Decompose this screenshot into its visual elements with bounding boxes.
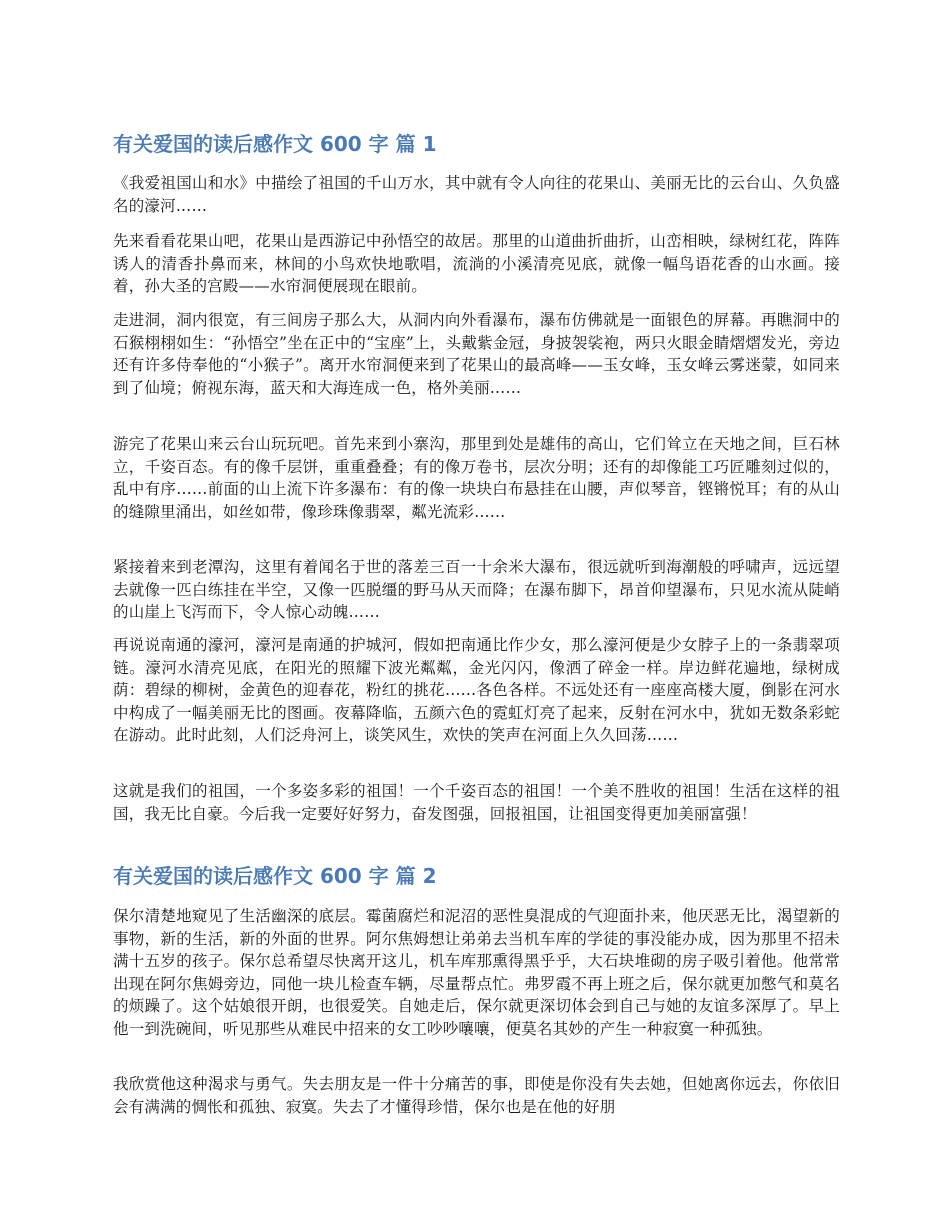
paragraph: 《我爱祖国山和水》中描绘了祖国的千山万水，其中就有令人向往的花果山、美丽无比的云台山、久负盛名的濠河…… — [113, 174, 840, 215]
paragraph: 紧接着来到老潭沟，这里有着闻名于世的落差三百一十余米大瀑布，很远就听到海潮般的呼啸声，远远望去就像一匹白练挂在半空，又像一匹脱缰的野马从天而降；在瀑布脚下，昂首仰望瀑布，只见水流从陡峭的山崖上飞泻而下，令人惊心动魄…… — [113, 558, 840, 621]
paragraph: 这就是我们的祖国，一个多姿多彩的祖国！一个千姿百态的祖国！一个美不胜收的祖国！生活在这样的祖国，我无比自豪。今后我一定要好好努力，奋发图强，回报祖国，让祖国变得更加美丽富强！ — [113, 782, 840, 823]
paragraph: 保尔清楚地窥见了生活幽深的底层。霉菌腐烂和泥沼的恶性臭混成的气迎面扑来，他厌恶无比，渴望新的事物，新的生活，新的外面的世界。阿尔焦姆想让弟弟去当机车库的学徒的事没能办成，因为那里不招未满十五岁的孩子。保尔总希望尽快离开这儿，机车库那熏得黑乎乎，大石块堆砌的房子吸引着他。他常常出现在阿尔焦姆旁边，同他一块儿检查车辆，尽量帮点忙。弗罗霞不再上班之后，保尔就更加憋气和莫名的烦躁了。这个姑娘很开朗，也很爱笑。自她走后，保尔就更深切体会到自己与她的友谊多深厚了。早上他一到洗碗间，听见那些从难民中招来的女工吵吵嚷嚷，便莫名其妙的产生一种寂寞一种孤独。 — [113, 907, 840, 1038]
section-title-1: 有关爱国的读后感作文 600 字 篇 1 — [113, 132, 437, 156]
paragraph: 再说说南通的濠河，濠河是南通的护城河，假如把南通比作少女，那么濠河便是少女脖子上的一条翡翠项链。濠河水清亮见底，在阳光的照耀下波光粼粼，金光闪闪，像洒了碎金一样。岸边鲜花遍地，绿树成荫：碧绿的柳树，金黄色的迎春花，粉红的挑花……各色各样。不远处还有一座座高楼大厦，倒影在河水中构成了一幅美丽无比的图画。夜幕降临，五颜六色的霓虹灯亮了起来，反射在河水中，犹如无数条彩蛇在游动。此时此刻，人们泛舟河上，谈笑风生，欢快的笑声在河面上久久回荡…… — [113, 636, 840, 744]
paragraph: 游完了花果山来云台山玩玩吧。首先来到小寨沟，那里到处是雄伟的高山，它们耸立在天地之间，巨石林立，千姿百态。有的像千层饼，重重叠叠；有的像万卷书，层次分明；还有的却像能工巧匠雕刻过似的，乱中有序……前面的山上流下许多瀑布：有的像一块块白布悬挂在山腰，声似琴音，铿锵悦耳；有的从山的缝隙里涌出，如丝如带，像珍珠像翡翠，粼光流彩…… — [113, 435, 840, 521]
paragraph: 我欣赏他这种渴求与勇气。失去朋友是一件十分痛苦的事，即使是你没有失去她，但她离你远去，你依旧会有满满的惆怅和孤独、寂寞。失去了才懂得珍惜，保尔也是在他的好朋 — [113, 1075, 840, 1116]
paragraph: 走进洞，洞内很宽，有三间房子那么大，从洞内向外看瀑布，瀑布仿佛就是一面银色的屏幕。再瞧洞中的石猴栩栩如生：“孙悟空”坐在正中的“宝座”上，头戴紫金冠，身披袈裟袍，两只火眼金睛熠熠发光，旁边还有许多侍奉他的“小猴子”。离开水帘洞便来到了花果山的最高峰——玉女峰，玉女峰云雾迷蒙，如同来到了仙境；俯视东海，蓝天和大海连成一色，格外美丽…… — [113, 311, 840, 397]
section-title-2: 有关爱国的读后感作文 600 字 篇 2 — [113, 864, 437, 888]
paragraph: 先来看看花果山吧，花果山是西游记中孙悟空的故居。那里的山道曲折曲折，山峦相映，绿树红花，阵阵诱人的清香扑鼻而来，林间的小鸟欢快地歌唱，流淌的小溪清亮见底，就像一幅鸟语花香的山水画。接着，孙大圣的宫殿——水帘洞便展现在眼前。 — [113, 232, 840, 295]
